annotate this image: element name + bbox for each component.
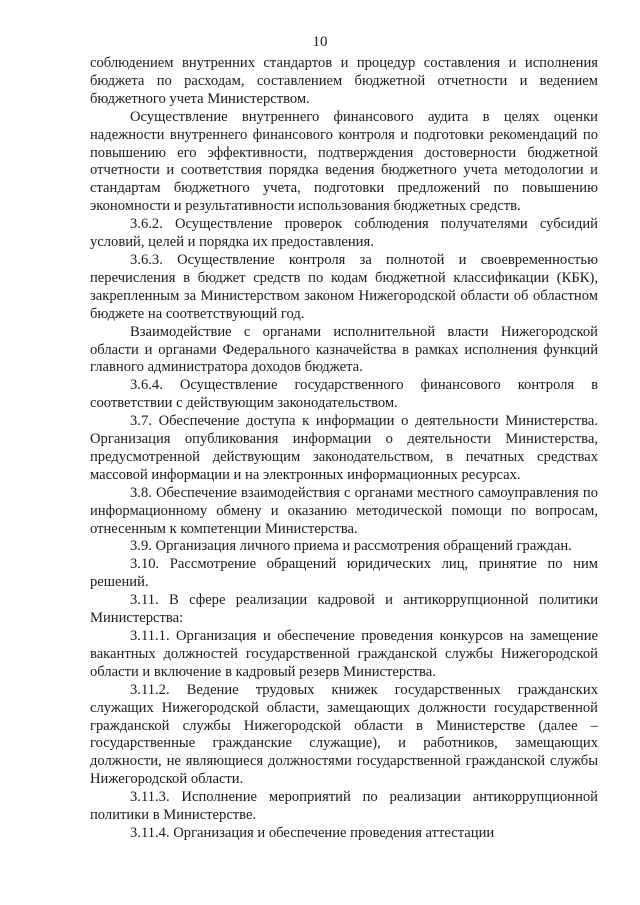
paragraph-3-11-4: 3.11.4. Организация и обеспечение проведения аттестации	[130, 824, 495, 841]
paragraph-3-6-3: 3.6.3. Осуществление контроля за полнотой и своевременностью перечисления в бюджет средств по кодам бюджетной классификации (КБК), закрепленным за Министерством законом Нижегородской области об областном бюджете на соответствующий год.	[90, 251, 598, 322]
page-number: 10	[312, 34, 328, 50]
paragraph-3-10: 3.10. Рассмотрение обращений юридических лиц, принятие по ним решений.	[90, 556, 598, 591]
paragraph-continuation: соблюдением внутренних стандартов и процедур составления и исполнения бюджета по расходам, составлением бюджетной отчетности и ведением бюджетного учета Министерством.	[90, 55, 598, 107]
paragraph-3-6-4: 3.6.4. Осуществление государственного финансового контроля в соответствии с действующим законодательством.	[90, 377, 598, 412]
paragraph-3-11: 3.11. В сфере реализации кадровой и антикоррупционной политики Министерства:	[90, 592, 598, 627]
document-body	[90, 55, 598, 843]
paragraph-3-11-3: 3.11.3. Исполнение мероприятий по реализации антикоррупционной политики в Министерстве.	[90, 789, 598, 824]
paragraph-3-6-2: 3.6.2. Осуществление проверок соблюдения получателями субсидий условий, целей и порядка их предоставления.	[90, 216, 598, 251]
paragraph-3-8: 3.8. Обеспечение взаимодействия с органами местного самоуправления по информационному обмену и оказанию методической помощи по вопросам, отнесенным к компетенции Министерства.	[90, 484, 598, 537]
paragraph-interaction-treasury: Взаимодействие с органами исполнительной власти Нижегородской области и органами Федерального казначейства в рамках исполнения функций главного администратора доходов бюджета.	[90, 323, 598, 376]
paragraph-3-11-1: 3.11.1. Организация и обеспечение проведения конкурсов на замещение вакантных должностей государственной гражданской службы Нижегородской области и включение в кадровый резерв Министерства.	[90, 628, 598, 680]
paragraph-3-9: 3.9. Организация личного приема и рассмотрения обращений граждан.	[130, 538, 572, 555]
paragraph-3-11-2: 3.11.2. Ведение трудовых книжек государственных гражданских служащих Нижегородской области, замещающих должности государственной гражданской службы Нижегородской области в Министерстве (далее – государственные гражданские служащие), и работников, замещающих должности, не являющиеся должностями государственной гражданской службы Нижегородской области.	[90, 681, 598, 788]
paragraph-internal-audit: Осуществление внутреннего финансового аудита в целях оценки надежности внутреннего финансового контроля и подготовки рекомендаций по повышению его эффективности, подтверждения достоверности бюджетной отчетности и соответствия порядка ведения бюджетного учета методологии и стандартам бюджетного учета, подготовки предложений по повышению экономности и результативности использования бюджетных средств.	[90, 108, 598, 215]
paragraph-3-7: 3.7. Обеспечение доступа к информации о деятельности Министерства. Организация опубликования информации о деятельности Министерства, предусмотренной действующим законодательством, в печатных средствах массовой информации и на электронных информационных ресурсах.	[90, 413, 598, 483]
